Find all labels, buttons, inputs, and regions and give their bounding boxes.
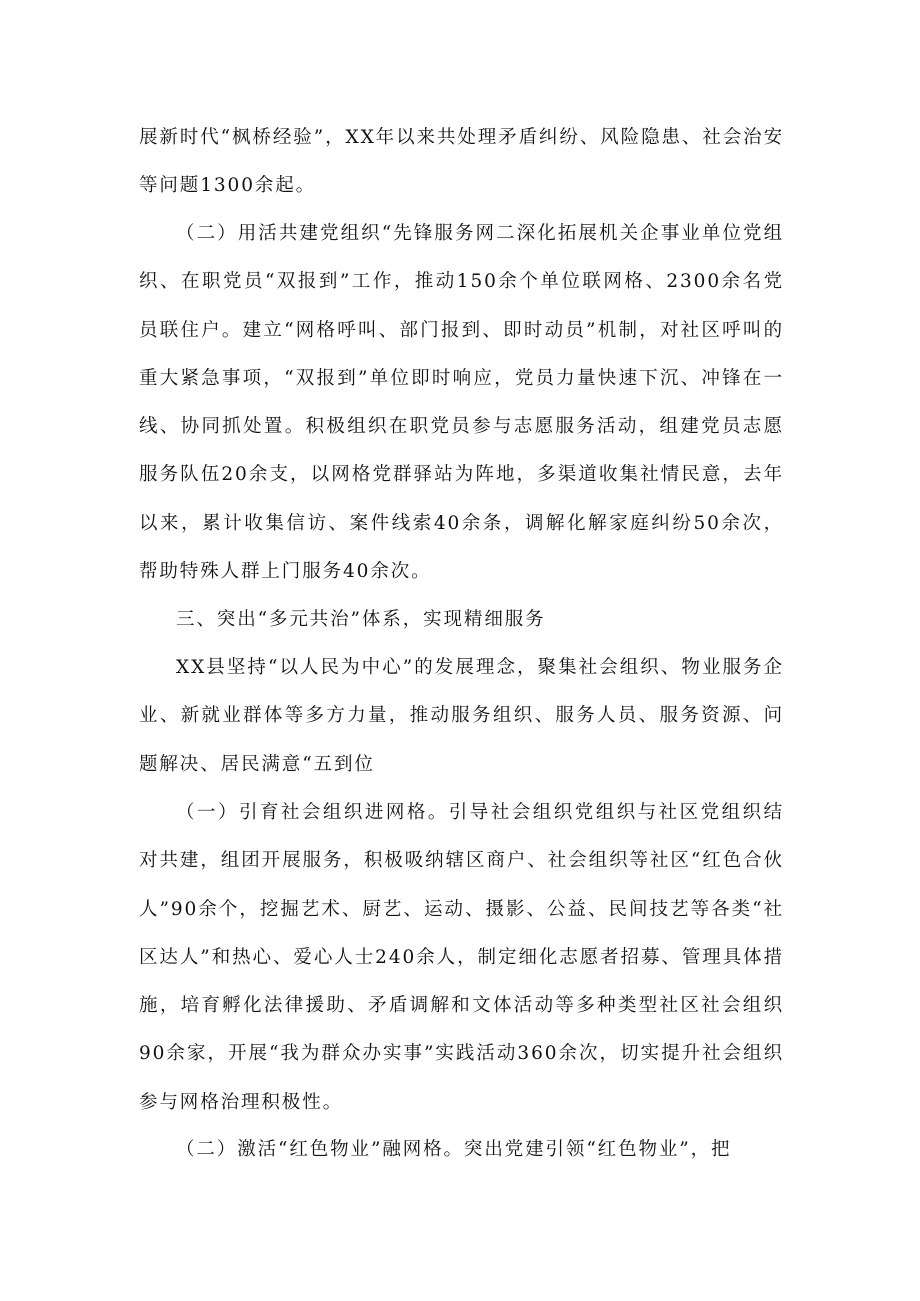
paragraph-social-organizations-grid: （一）引育社会组织进网格。引导社会组织党组织与社区党组织结对共建，组团开展服务，积极吸纳辖区商户、社会组织等社区“红色合伙人”90余个，挖掘艺术、厨艺、运动、摄影、公益、民间技艺等各类“社区达人”和热心、爱心人士240余人，制定细化志愿者招募、管理具体措施，培育孵化法律援助、矛盾调解和文体活动等多种类型社区社会组织90余家，开展“我为群众办实事”实践活动360余次，切实提升社会组织参与网格治理积极性。: [139, 802, 784, 1113]
paragraph-people-centered-concept: XX县坚持“以人民为中心”的发展理念，聚集社会组织、物业服务企业、新就业群体等多方力量，推动服务组织、服务人员、服务资源、问题解决、居民满意“五到位: [139, 657, 784, 775]
paragraph-fengqiao-experience: 展新时代“枫桥经验”，XX年以来共处理矛盾纠纷、风险隐患、社会治安等问题1300余起。: [139, 127, 784, 197]
paragraph-party-organization-service-network: （二）用活共建党组织“先锋服务网二深化拓展机关企事业单位党组织、在职党员“双报到”工作，推动150余个单位联网格、2300余名党员联住户。建立“网格呼叫、部门报到、即时动员”机制，对社区呼叫的重大紧急事项，“双报到”单位即时响应，党员力量快速下沉、冲锋在一线、协同抓处置。积极组织在职党员参与志愿服务活动，组建党员志愿服务队伍20余支，以网格党群驿站为阵地，多渠道收集社情民意，去年以来，累计收集信访、案件线索40余条，调解化解家庭纠纷50余次，帮助特殊人群上门服务40余次。: [139, 223, 784, 583]
paragraph-red-property-grid: （二）激活“红色物业”融网格。突出党建引领“红色物业”，把: [176, 1139, 732, 1160]
section-heading-multi-governance: 三、突出“多元共治”体系，实现精细服务: [176, 609, 546, 630]
